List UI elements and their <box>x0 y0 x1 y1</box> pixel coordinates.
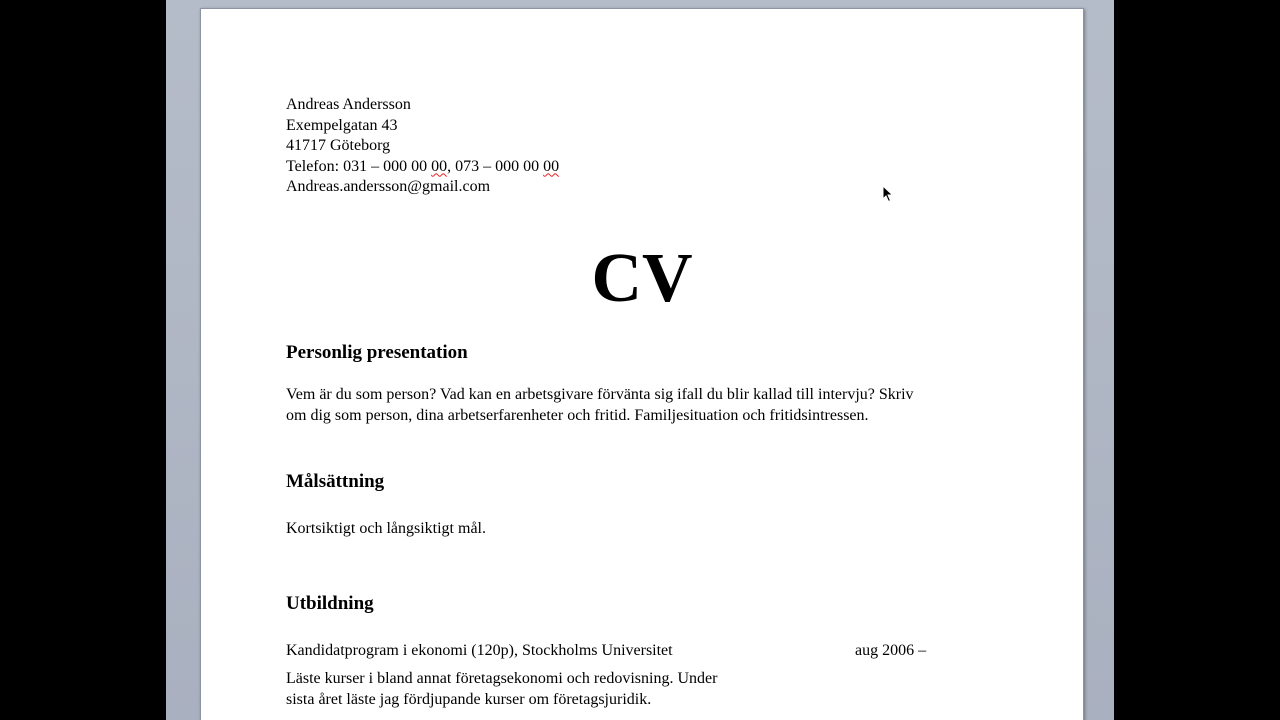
section-heading-goal: Målsättning <box>286 471 385 492</box>
section-heading-presentation: Personlig presentation <box>286 342 468 363</box>
phone-prefix: Telefon: 031 – 000 00 <box>286 157 432 175</box>
contact-phone <box>286 157 559 178</box>
education-program: Kandidatprogram i ekonomi (120p), Stockholms Universitet <box>286 642 673 659</box>
presentation-line-1: Vem är du som person? Vad kan en arbetsgivare förvänta sig ifall du blir kallad till intervju? Skriv <box>286 386 914 403</box>
phone-mid: , 073 – 000 00 <box>447 157 544 175</box>
section-heading-education: Utbildning <box>286 593 374 614</box>
goal-paragraph: Kortsiktigt och långsiktigt mål. <box>286 520 486 537</box>
presentation-line-2: om dig som person, dina arbetserfarenheter och fritid. Familjesituation och fritidsintressen. <box>286 406 869 424</box>
contact-name: Andreas Andersson <box>286 96 411 113</box>
document-title: CV <box>591 240 693 317</box>
document-page[interactable] <box>200 8 1084 720</box>
spellcheck-mark-1[interactable]: 00 <box>431 157 448 175</box>
arrow-pointer-icon <box>882 185 894 203</box>
education-desc-line-1: Läste kurser i bland annat företagsekonomi och redovisning. Under <box>286 670 718 687</box>
education-date: aug 2006 – <box>855 642 927 659</box>
contact-email: Andreas.andersson@gmail.com <box>286 178 491 195</box>
spellcheck-mark-2[interactable]: 00 <box>543 157 560 175</box>
presentation-paragraph <box>286 385 914 426</box>
contact-city: 41717 Göteborg <box>286 137 391 154</box>
education-description <box>286 669 717 710</box>
contact-street: Exempelgatan 43 <box>286 116 398 134</box>
document-viewport[interactable] <box>166 0 1114 720</box>
contact-block <box>286 95 559 198</box>
education-desc-line-2: sista året läste jag fördjupande kurser om företagsjuridik. <box>286 690 652 708</box>
